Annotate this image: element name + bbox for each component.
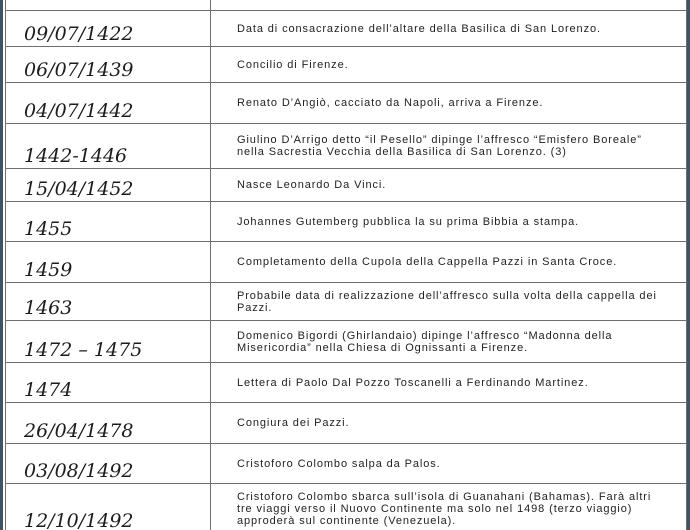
table-row bbox=[6, 363, 687, 403]
table-row bbox=[6, 124, 687, 169]
table-row bbox=[6, 202, 687, 242]
date-cell: 09/07/1422 bbox=[6, 11, 211, 47]
left-border bbox=[0, 0, 3, 530]
event-cell: Cristoforo Colombo sbarca sull’isola di Guanahani (Bahamas). Farà altri tre viaggi verso il Nuovo Continente ma solo nel 1498 (terzo viaggio) approderà sul continente (Venezuela). bbox=[211, 484, 687, 530]
event-cell: Johannes Gutemberg pubblica la su prima Bibbia a stampa. bbox=[211, 202, 687, 242]
date-cell: 03/08/1492 bbox=[6, 444, 211, 484]
table-row bbox=[6, 11, 687, 47]
table-row bbox=[6, 321, 687, 363]
table-row bbox=[6, 83, 687, 124]
table-row bbox=[6, 47, 687, 83]
date-cell: 12/10/1492 bbox=[6, 484, 211, 530]
table-row bbox=[6, 444, 687, 484]
event-cell: Domenico Bigordi (Ghirlandaio) dipinge l’affresco “Madonna della Misericordia” nella Chiesa di Ognissanti a Firenze. bbox=[211, 321, 687, 363]
table-row bbox=[6, 283, 687, 321]
event-cell: Completamento della Cupola della Cappella Pazzi in Santa Croce. bbox=[211, 242, 687, 283]
event-cell: Data di consacrazione dell’altare della Basilica di San Lorenzo. bbox=[211, 11, 687, 47]
date-cell: 1442-1446 bbox=[6, 124, 211, 169]
date-cell: 26/04/1478 bbox=[6, 403, 211, 444]
event-cell: Giulino D’Arrigo detto “il Pesello” dipinge l’affresco “Emisfero Boreale” nella Sacrestia Vecchia della Basilica di San Lorenzo. (3) bbox=[211, 124, 687, 169]
date-cell: 1459 bbox=[6, 242, 211, 283]
date-cell: 1455 bbox=[6, 202, 211, 242]
table-row bbox=[6, 0, 687, 11]
event-cell: Congiura dei Pazzi. bbox=[211, 403, 687, 444]
event-cell bbox=[211, 0, 687, 11]
event-cell: Concilio di Firenze. bbox=[211, 47, 687, 83]
date-cell: 15/04/1452 bbox=[6, 169, 211, 202]
date-cell: 1472 – 1475 bbox=[6, 321, 211, 363]
event-cell: Renato D’Angiò, cacciato da Napoli, arriva a Firenze. bbox=[211, 83, 687, 124]
table-row bbox=[6, 484, 687, 530]
date-cell: 1463 bbox=[6, 283, 211, 321]
table-row bbox=[6, 403, 687, 444]
date-cell: 04/07/1442 bbox=[6, 83, 211, 124]
event-cell: Cristoforo Colombo salpa da Palos. bbox=[211, 444, 687, 484]
event-cell: Probabile data di realizzazione dell’affresco sulla volta della cappella dei Pazzi. bbox=[211, 283, 687, 321]
table-row bbox=[6, 242, 687, 283]
date-cell: 06/07/1439 bbox=[6, 47, 211, 83]
date-cell: 1474 bbox=[6, 363, 211, 403]
event-cell: Nasce Leonardo Da Vinci. bbox=[211, 169, 687, 202]
event-cell: Lettera di Paolo Dal Pozzo Toscanelli a Ferdinando Martinez. bbox=[211, 363, 687, 403]
timeline-table bbox=[5, 0, 687, 530]
table-row bbox=[6, 169, 687, 202]
date-cell bbox=[6, 0, 211, 11]
